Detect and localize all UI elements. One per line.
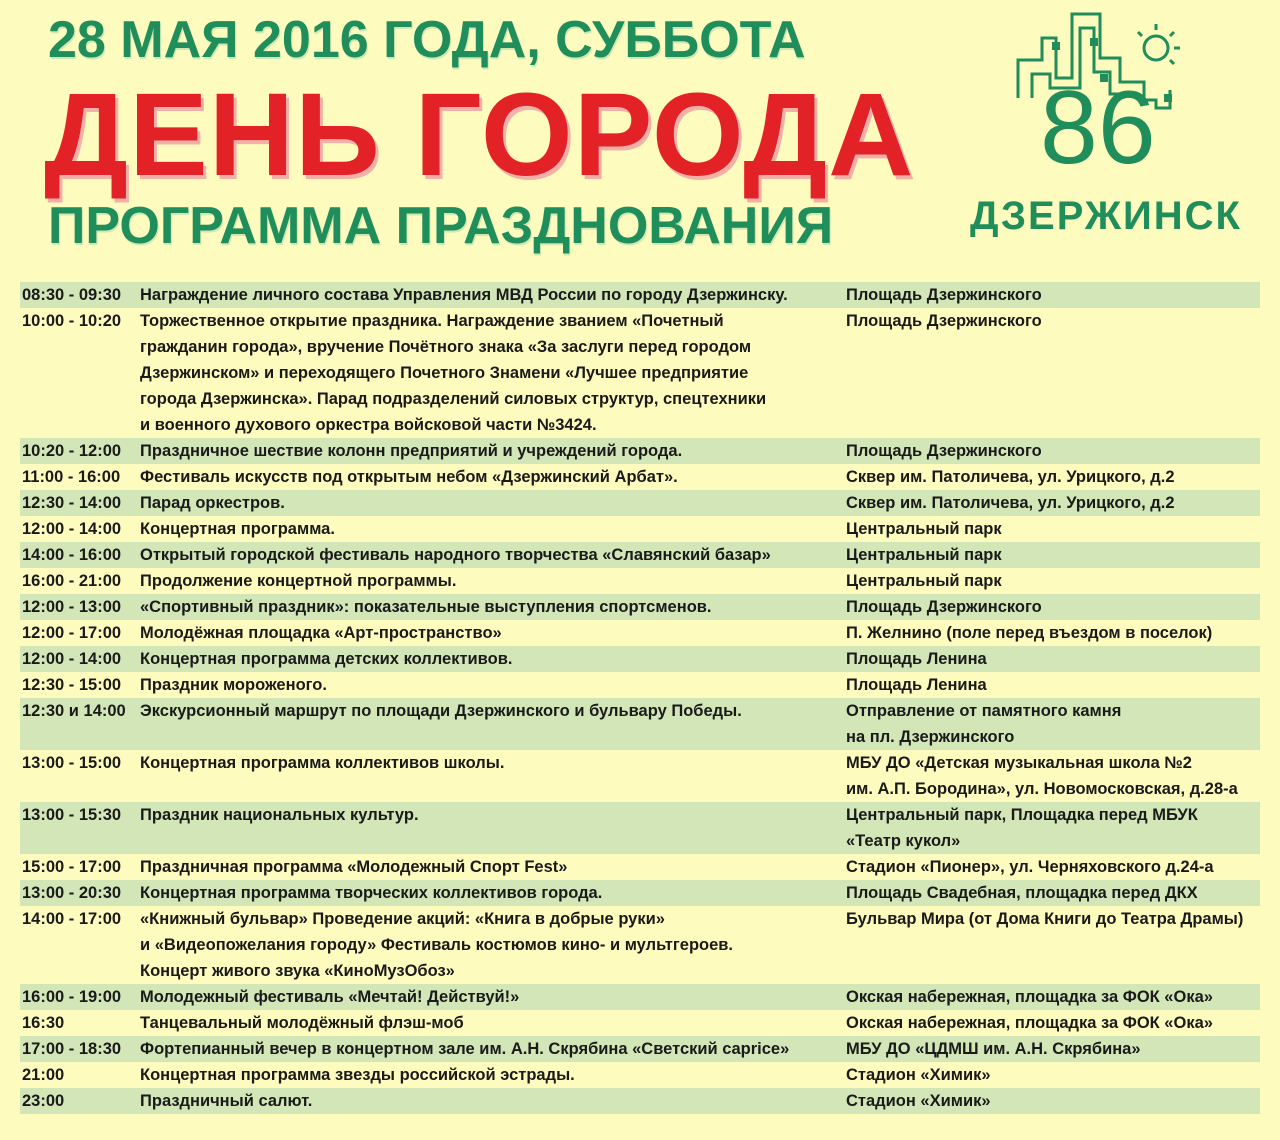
- event-location: [846, 464, 1260, 490]
- event-location-line: Окская набережная, площадка за ФОК «Ока»: [846, 988, 1213, 1006]
- event-description-line: Молодежный фестиваль «Мечтай! Действуй!»: [140, 988, 520, 1006]
- logo-number: 86: [1040, 70, 1156, 186]
- event-description: [140, 282, 846, 308]
- event-description-line: Праздничное шествие колонн предприятий и учреждений города.: [140, 442, 683, 460]
- event-time: 13:00 - 20:30: [22, 884, 122, 902]
- event-description: [140, 854, 846, 880]
- event-description-line: Молодёжная площадка «Арт-пространство»: [140, 624, 502, 642]
- event-description-line: Концертная программа детских коллективов.: [140, 650, 513, 668]
- schedule-row: [20, 802, 1260, 854]
- event-description-line: Дзержинском» и переходящего Почетного Знамени «Лучшее предприятие: [140, 364, 749, 382]
- event-location-line: Сквер им. Патоличева, ул. Урицкого, д.2: [846, 468, 1175, 486]
- page-title: ДЕНЬ ГОРОДА: [44, 69, 915, 201]
- schedule-row: [20, 516, 1260, 542]
- subtitle: ПРОГРАММА ПРАЗДНОВАНИЯ: [48, 197, 834, 255]
- event-description-line: Парад оркестров.: [140, 494, 285, 512]
- event-location-line: Площадь Свадебная, площадка перед ДКХ: [846, 884, 1198, 902]
- event-time: 16:00 - 21:00: [22, 572, 122, 590]
- event-time: 10:00 - 10:20: [22, 312, 122, 330]
- event-location: [846, 1036, 1260, 1062]
- event-location-line: на пл. Дзержинского: [846, 728, 1015, 746]
- event-description: [140, 984, 846, 1010]
- event-location-line: Стадион «Химик»: [846, 1092, 991, 1110]
- event-time: 16:00 - 19:00: [22, 988, 122, 1006]
- event-description: [140, 698, 846, 750]
- event-location: [846, 984, 1260, 1010]
- event-location-line: Окская набережная, площадка за ФОК «Ока»: [846, 1014, 1213, 1032]
- event-description: [140, 568, 846, 594]
- event-location-line: Площадь Дзержинского: [846, 312, 1042, 330]
- event-time: 11:00 - 16:00: [22, 468, 121, 486]
- event-location: [846, 854, 1260, 880]
- event-location-line: «Театр кукол»: [846, 832, 961, 850]
- event-time: 14:00 - 16:00: [22, 546, 122, 564]
- event-description-line: Концертная программа звезды российской эстрады.: [140, 1066, 575, 1084]
- event-location-line: им. А.П. Бородина», ул. Новомосковская, д.28-а: [846, 780, 1238, 798]
- event-description: [140, 464, 846, 490]
- event-description-line: Награждение личного состава Управления МВД России по городу Дзержинску.: [140, 286, 788, 304]
- event-description: [140, 594, 846, 620]
- event-description-line: и военного духового оркестра войсковой части №3424.: [140, 416, 597, 434]
- event-time: 12:00 - 17:00: [22, 624, 122, 642]
- event-description: [140, 308, 846, 438]
- schedule-row: [20, 672, 1260, 698]
- event-location-line: Площадь Ленина: [846, 650, 987, 668]
- event-description: [140, 490, 846, 516]
- event-location-line: Бульвар Мира (от Дома Книги до Театра Драмы): [846, 910, 1244, 928]
- event-description-line: Продолжение концертной программы.: [140, 572, 457, 590]
- schedule-row: [20, 646, 1260, 672]
- event-time: 21:00: [22, 1066, 65, 1084]
- event-location-line: Центральный парк: [846, 546, 1002, 564]
- schedule-row: [20, 1036, 1260, 1062]
- event-description: [140, 1036, 846, 1062]
- event-description-line: Праздник мороженого.: [140, 676, 327, 694]
- schedule-row: [20, 438, 1260, 464]
- event-time: 16:30: [22, 1014, 65, 1032]
- event-location-line: МБУ ДО «Детская музыкальная школа №2: [846, 754, 1192, 772]
- event-time: 13:00 - 15:30: [22, 806, 122, 824]
- event-location: [846, 802, 1260, 854]
- event-location-line: Сквер им. Патоличева, ул. Урицкого, д.2: [846, 494, 1175, 512]
- event-location: [846, 308, 1260, 438]
- schedule-row: [20, 568, 1260, 594]
- event-description-line: Праздничная программа «Молодежный Спорт Fest»: [140, 858, 568, 876]
- event-description-line: Танцевальный молодёжный флэш-моб: [140, 1014, 464, 1032]
- event-time: 13:00 - 15:00: [22, 754, 122, 772]
- date-heading: 28 МАЯ 2016 ГОДА, СУББОТА: [48, 11, 806, 69]
- event-time: 12:30 - 15:00: [22, 676, 122, 694]
- event-description: [140, 1010, 846, 1036]
- schedule-row: [20, 464, 1260, 490]
- event-location: [846, 594, 1260, 620]
- event-location-line: Центральный парк: [846, 572, 1002, 590]
- event-description-line: «Книжный бульвар» Проведение акций: «Книга в добрые руки»: [140, 910, 665, 928]
- event-description-line: Торжественное открытие праздника. Награждение званием «Почетный: [140, 312, 724, 330]
- event-location: [846, 1088, 1260, 1114]
- event-time: 08:30 - 09:30: [22, 286, 122, 304]
- event-location: [846, 1010, 1260, 1036]
- event-description: [140, 802, 846, 854]
- event-location: [846, 906, 1260, 984]
- event-description-line: Фортепианный вечер в концертном зале им. А.Н. Скрябина «Светский caprice»: [140, 1040, 790, 1058]
- event-location-line: Площадь Ленина: [846, 676, 987, 694]
- schedule-row: [20, 594, 1260, 620]
- event-location-line: Центральный парк, Площадка перед МБУК: [846, 806, 1198, 824]
- event-time: 12:30 и 14:00: [22, 702, 126, 720]
- event-location-line: П. Желнино (поле перед въездом в поселок): [846, 624, 1213, 642]
- event-time: 15:00 - 17:00: [22, 858, 122, 876]
- schedule-row: [20, 620, 1260, 646]
- event-location: [846, 1062, 1260, 1088]
- event-location-line: Площадь Дзержинского: [846, 442, 1042, 460]
- event-description-line: Концертная программа.: [140, 520, 335, 538]
- event-description-line: Праздник национальных культур.: [140, 806, 419, 824]
- schedule-row: [20, 906, 1260, 984]
- event-location-line: Отправление от памятного камня: [846, 702, 1122, 720]
- event-location: [846, 516, 1260, 542]
- event-location: [846, 620, 1260, 646]
- event-description-line: «Спортивный праздник»: показательные выступления спортсменов.: [140, 598, 712, 616]
- event-description: [140, 880, 846, 906]
- event-description: [140, 516, 846, 542]
- event-location: [846, 568, 1260, 594]
- event-description-line: гражданин города», вручение Почётного знака «За заслуги перед городом: [140, 338, 752, 356]
- event-description: [140, 906, 846, 984]
- event-description: [140, 672, 846, 698]
- event-description-line: Открытый городской фестиваль народного творчества «Славянский базар»: [140, 546, 771, 564]
- event-location: [846, 750, 1260, 802]
- schedule-row: [20, 1010, 1260, 1036]
- city-logo: [960, 8, 1240, 248]
- event-time: 10:20 - 12:00: [22, 442, 122, 460]
- event-location: [846, 282, 1260, 308]
- event-location: [846, 438, 1260, 464]
- event-location-line: Стадион «Химик»: [846, 1066, 991, 1084]
- schedule-row: [20, 308, 1260, 438]
- event-description: [140, 620, 846, 646]
- event-location-line: Центральный парк: [846, 520, 1002, 538]
- event-location-line: Стадион «Пионер», ул. Черняховского д.24-а: [846, 858, 1214, 876]
- event-description-line: Праздничный салют.: [140, 1092, 313, 1110]
- event-description-line: и «Видеопожелания городу» Фестиваль костюмов кино- и мультгероев.: [140, 936, 734, 954]
- event-description: [140, 438, 846, 464]
- schedule-row: [20, 282, 1260, 308]
- event-time: 12:00 - 14:00: [22, 520, 122, 538]
- schedule-row: [20, 490, 1260, 516]
- event-description-line: Экскурсионный маршрут по площади Дзержинского и бульвару Победы.: [140, 702, 742, 720]
- schedule-row: [20, 880, 1260, 906]
- event-location: [846, 672, 1260, 698]
- event-description: [140, 1088, 846, 1114]
- schedule-row: [20, 854, 1260, 880]
- event-description: [140, 542, 846, 568]
- event-time: 12:00 - 14:00: [22, 650, 122, 668]
- event-description-line: города Дзержинска». Парад подразделений силовых структур, спецтехники: [140, 390, 767, 408]
- event-location: [846, 698, 1260, 750]
- event-time: 17:00 - 18:30: [22, 1040, 122, 1058]
- schedule-row: [20, 750, 1260, 802]
- event-description: [140, 750, 846, 802]
- event-location: [846, 646, 1260, 672]
- event-location-line: Площадь Дзержинского: [846, 598, 1042, 616]
- event-time: 12:30 - 14:00: [22, 494, 122, 512]
- event-time: 23:00: [22, 1092, 65, 1110]
- event-description: [140, 646, 846, 672]
- event-description-line: Концертная программа творческих коллективов города.: [140, 884, 603, 902]
- event-location: [846, 880, 1260, 906]
- schedule-row: [20, 1062, 1260, 1088]
- event-description-line: Фестиваль искусств под открытым небом «Дзержинский Арбат».: [140, 468, 678, 486]
- schedule-row: [20, 698, 1260, 750]
- schedule-row: [20, 1088, 1260, 1114]
- event-description-line: Концерт живого звука «КиноМузОбоз»: [140, 962, 455, 980]
- schedule-row: [20, 542, 1260, 568]
- event-location: [846, 490, 1260, 516]
- schedule-row: [20, 984, 1260, 1010]
- event-description-line: Концертная программа коллективов школы.: [140, 754, 505, 772]
- event-description: [140, 1062, 846, 1088]
- event-time: 14:00 - 17:00: [22, 910, 122, 928]
- event-time: 12:00 - 13:00: [22, 598, 122, 616]
- event-location-line: МБУ ДО «ЦДМШ им. А.Н. Скрябина»: [846, 1040, 1141, 1058]
- logo-city-name: ДЗЕРЖИНСК: [970, 194, 1242, 238]
- schedule-table: [20, 282, 1260, 1114]
- event-location-line: Площадь Дзержинского: [846, 286, 1042, 304]
- event-location: [846, 542, 1260, 568]
